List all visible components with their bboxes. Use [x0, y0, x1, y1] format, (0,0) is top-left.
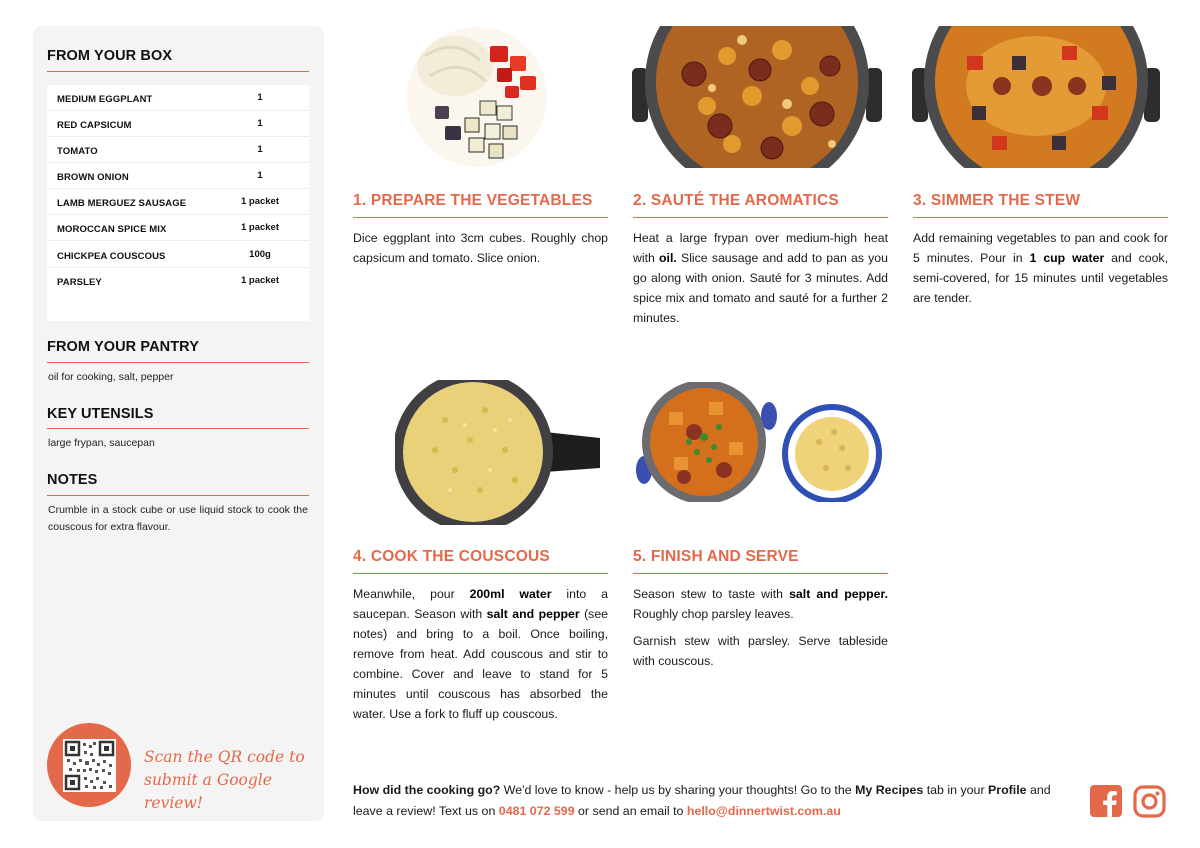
step-text-bold: salt and pepper	[486, 607, 580, 621]
step-rule	[633, 573, 888, 574]
notes-heading: NOTES	[47, 472, 98, 488]
step-text: Garnish stew with parsley. Serve tableside with couscous.	[633, 634, 888, 668]
step-text: Heat a large frypan over medium-high heat with	[633, 231, 888, 265]
step-paragraph	[353, 584, 608, 724]
step-paragraph	[353, 228, 608, 268]
profile-link[interactable]: Profile	[988, 783, 1027, 797]
step-text: Season stew to taste with	[633, 587, 790, 601]
step-2-image	[632, 26, 882, 168]
qr-caption-line2: submit a Google review!	[144, 771, 272, 812]
ingredient-row	[47, 189, 309, 215]
footer-text: or send an email to	[574, 804, 687, 818]
phone-link[interactable]: 0481 072 599	[498, 804, 575, 818]
step-text-bold: oil.	[659, 251, 677, 265]
qr-badge	[47, 723, 131, 807]
step-paragraph	[633, 584, 888, 624]
footer-text: and leave a review! Text us on	[353, 783, 1051, 818]
ingredient-name: MEDIUM EGGPLANT	[57, 94, 153, 105]
step-5-title: 5. FINISH AND SERVE	[633, 548, 799, 565]
step-text-bold: 200ml water	[469, 587, 552, 601]
step-4-image	[395, 380, 603, 525]
step-text: (see notes) and bring to a boil. Once boiling, remove from heat. Add couscous and stir to combine. Cover and leave to stand for 5 minutes until couscous has absorbed the water. Use a fork to fluff up couscous.	[353, 607, 608, 721]
utensils-text: large frypan, saucepan	[48, 437, 155, 449]
from-your-box-heading: FROM YOUR BOX	[47, 48, 173, 64]
ingredients-table	[47, 85, 309, 321]
ingredients-sidebar	[33, 26, 324, 821]
step-text: Slice sausage and add to pan as you go along with onion. Sauté for 3 minutes. Add spice mix and tomato and sauté for a further 2 minutes.	[633, 251, 888, 325]
ingredient-name: PARSLEY	[57, 277, 102, 288]
step-text: Roughly chop parsley leaves.	[633, 607, 794, 621]
step-rule	[353, 217, 608, 218]
step-5-body	[633, 584, 888, 671]
heading-rule	[47, 495, 309, 496]
utensils-heading: KEY UTENSILS	[47, 406, 154, 422]
ingredient-row	[47, 215, 309, 241]
ingredient-row	[47, 85, 309, 111]
notes-text: Crumble in a stock cube or use liquid stock to cook the couscous for extra flavour.	[48, 504, 308, 533]
step-text: and cook, semi-covered, for 15 minutes until vegetables are tender.	[913, 251, 1168, 305]
ingredient-qty: 1 packet	[240, 196, 280, 207]
heading-rule	[47, 362, 309, 363]
step-rule	[633, 217, 888, 218]
step-4-body	[353, 584, 608, 724]
step-1-title: 1. PREPARE THE VEGETABLES	[353, 192, 593, 209]
step-paragraph	[633, 631, 888, 671]
ingredient-qty: 1	[257, 144, 263, 155]
step-text: Dice eggplant into 3cm cubes. Roughly chop capsicum and tomato. Slice onion.	[353, 231, 608, 265]
step-3-body	[913, 228, 1168, 308]
step-2-title: 2. SAUTÉ THE AROMATICS	[633, 192, 839, 209]
qr-code-icon[interactable]	[63, 739, 116, 792]
step-1-body	[353, 228, 608, 268]
ingredient-row	[47, 137, 309, 163]
ingredient-qty: 1	[257, 170, 263, 181]
ingredient-row	[47, 111, 309, 137]
step-text: Add remaining vegetables to pan and cook for 5 minutes. Pour in	[913, 231, 1168, 265]
qr-caption-line1: Scan the QR code to	[144, 748, 305, 766]
ingredient-qty: 1 packet	[240, 275, 280, 286]
heading-rule	[47, 71, 309, 72]
step-2-body	[633, 228, 888, 328]
review-footer	[353, 780, 1073, 822]
ingredient-row	[47, 242, 309, 268]
step-paragraph	[913, 228, 1168, 308]
ingredient-qty: 1	[257, 92, 263, 103]
step-rule	[353, 573, 608, 574]
pantry-heading: FROM YOUR PANTRY	[47, 339, 199, 355]
facebook-icon[interactable]	[1090, 785, 1122, 817]
step-3-image	[912, 26, 1160, 168]
step-text-bold: salt and pepper.	[789, 587, 889, 601]
heading-rule	[47, 428, 309, 429]
ingredient-qty: 1	[257, 118, 263, 129]
step-3-title: 3. SIMMER THE STEW	[913, 192, 1081, 209]
qr-caption	[144, 746, 319, 815]
footer-question: How did the cooking go?	[353, 783, 501, 797]
ingredient-row	[47, 268, 309, 294]
footer-text: tab in your	[923, 783, 989, 797]
footer-text: We'd love to know - help us by sharing your thoughts! Go to the	[500, 783, 856, 797]
step-rule	[913, 217, 1168, 218]
ingredient-row	[47, 163, 309, 189]
my-recipes-link[interactable]: My Recipes	[855, 783, 924, 797]
step-text: Meanwhile, pour	[353, 587, 470, 601]
step-paragraph	[633, 228, 888, 328]
step-5-image	[634, 382, 882, 502]
ingredient-name: TOMATO	[57, 146, 98, 157]
ingredient-name: CHICKPEA COUSCOUS	[57, 251, 166, 262]
ingredient-name: MOROCCAN SPICE MIX	[57, 224, 167, 235]
step-text: into a saucepan. Season with	[353, 587, 608, 621]
step-4-title: 4. COOK THE COUSCOUS	[353, 548, 550, 565]
pantry-text: oil for cooking, salt, pepper	[48, 371, 174, 383]
email-link[interactable]: hello@dinnertwist.com.au	[686, 804, 841, 818]
ingredient-name: BROWN ONION	[57, 172, 129, 183]
ingredient-name: RED CAPSICUM	[57, 120, 132, 131]
instagram-icon[interactable]	[1133, 785, 1166, 818]
step-1-image	[405, 26, 550, 171]
ingredient-qty: 100g	[249, 249, 271, 260]
step-text-bold: 1 cup water	[1029, 251, 1105, 265]
ingredient-qty: 1 packet	[240, 222, 280, 233]
ingredient-name: LAMB MERGUEZ SAUSAGE	[57, 198, 187, 209]
